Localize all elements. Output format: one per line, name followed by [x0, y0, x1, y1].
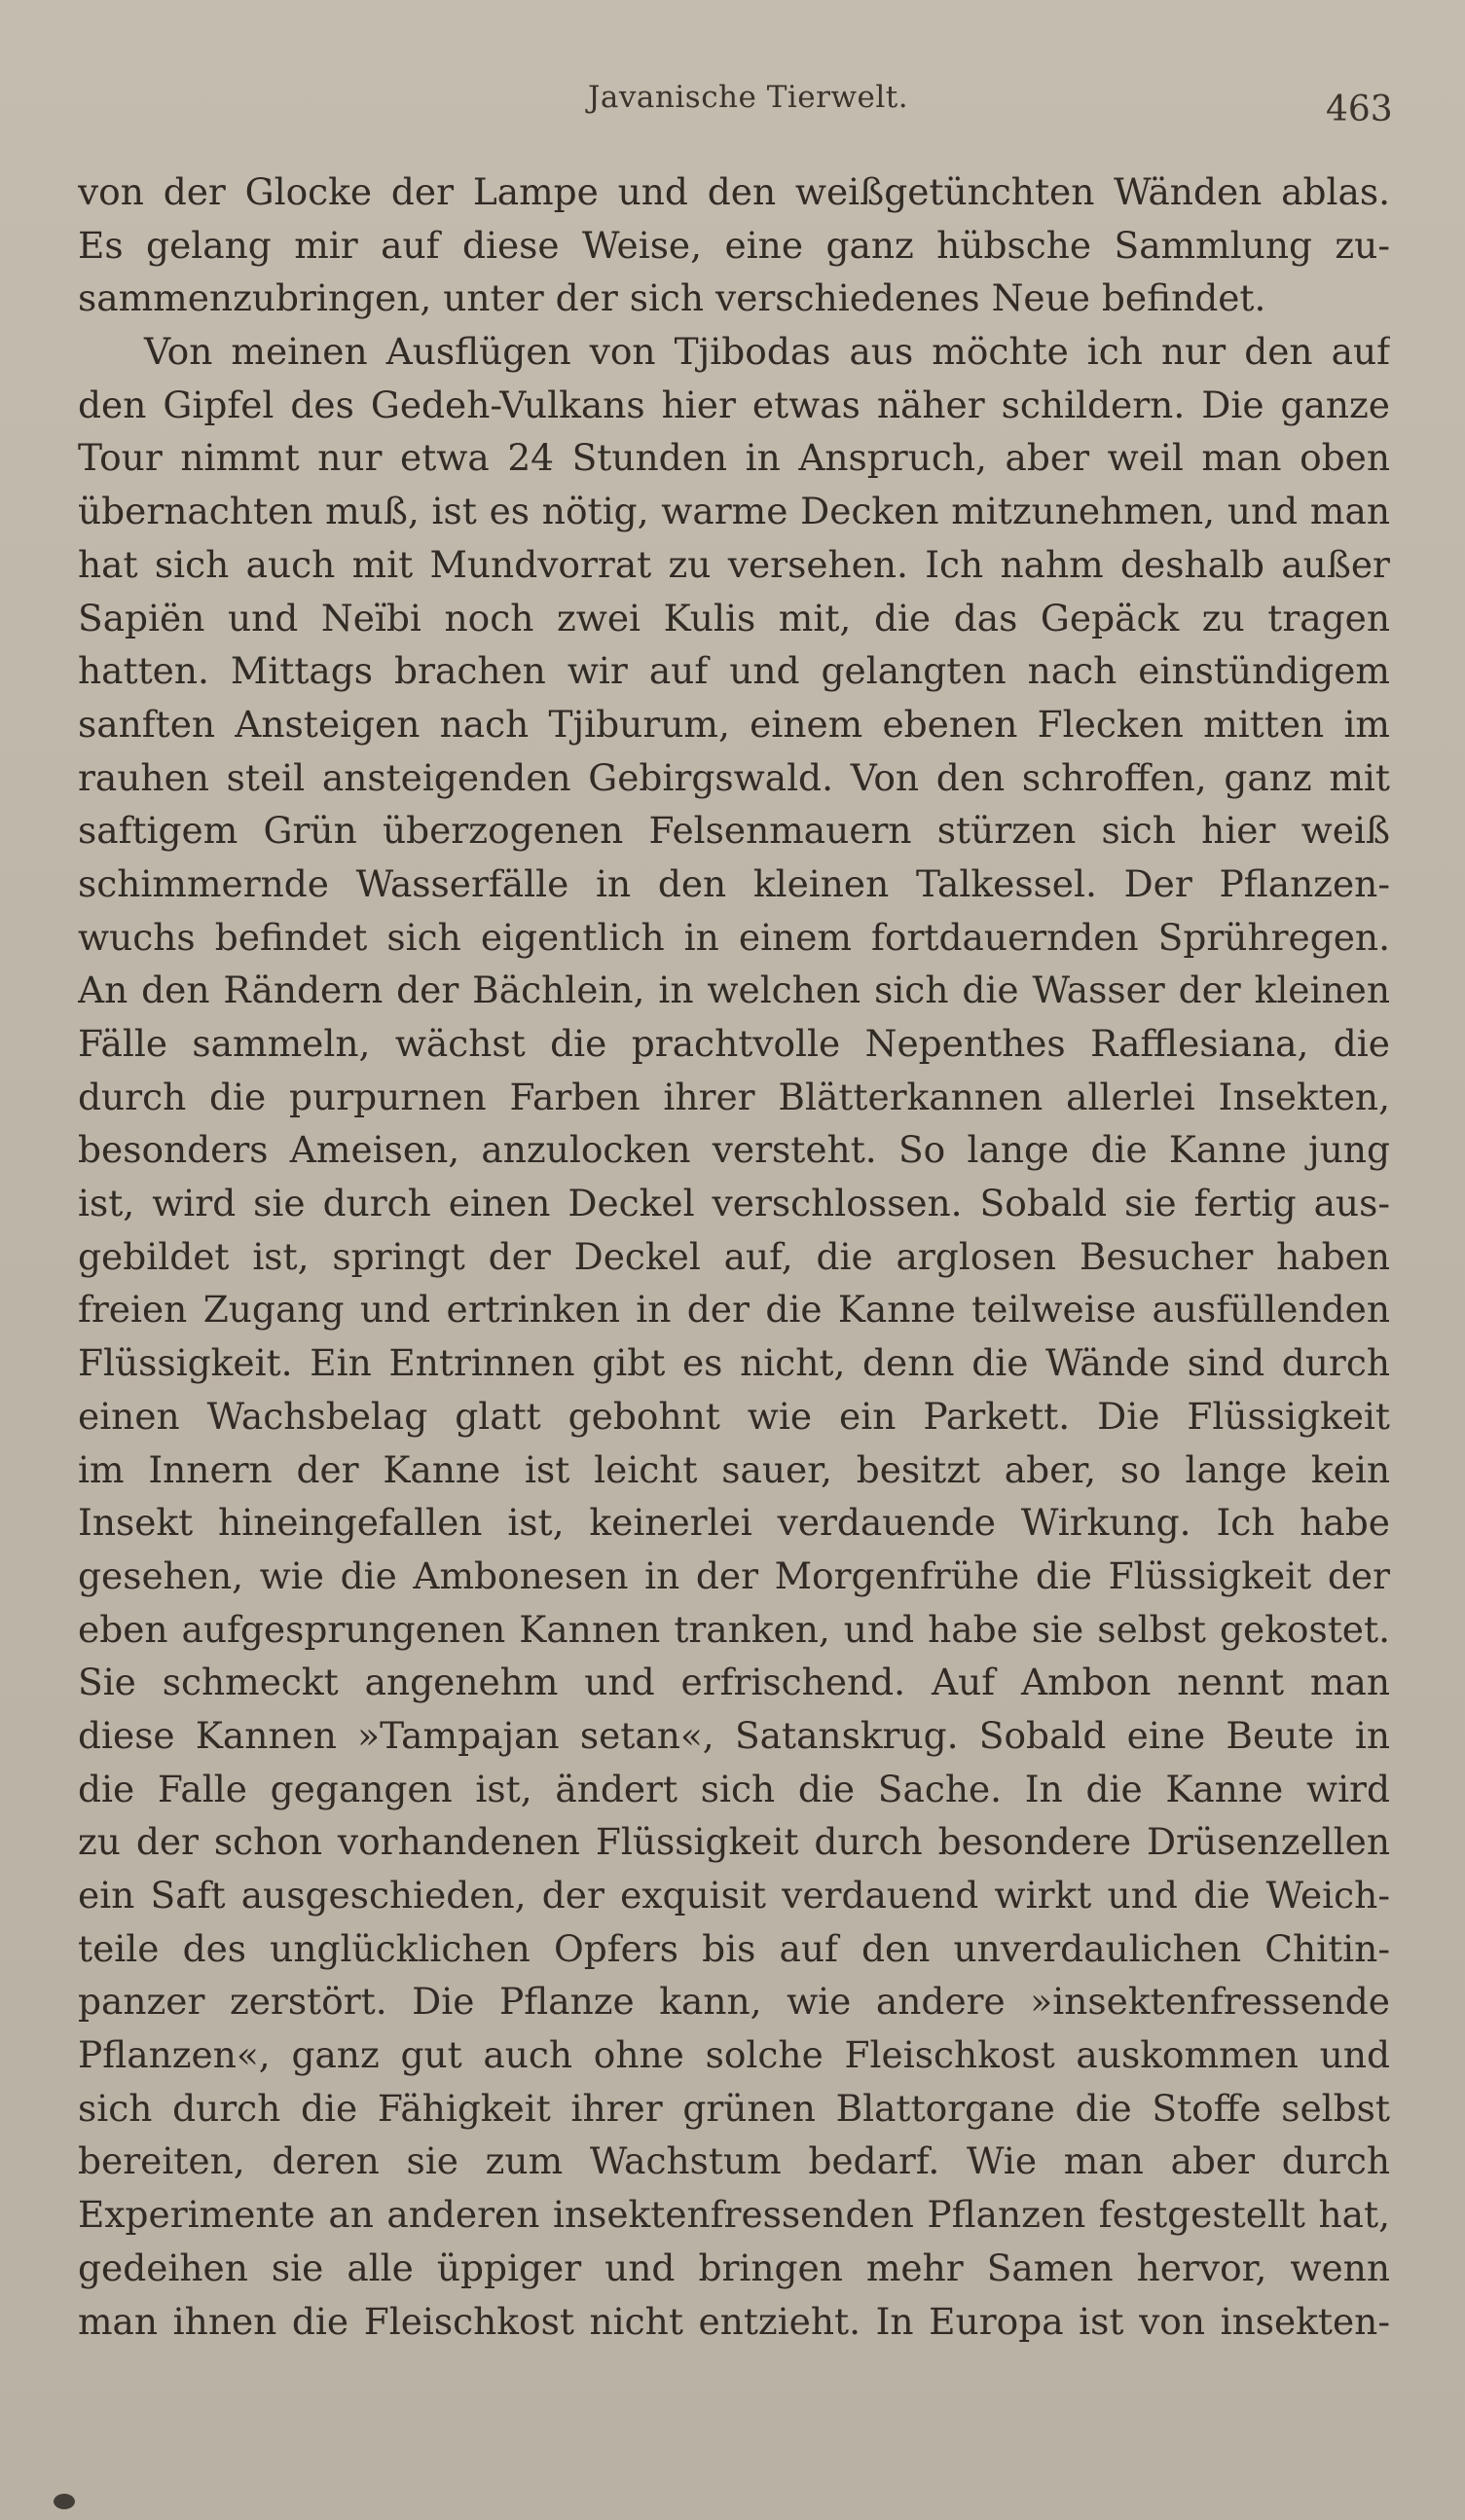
- text-line: gesehen, wie die Ambonesen in der Morgenfrühe die Flüssigkeit der: [78, 1553, 1390, 1597]
- text-line: einen Wachsbelag glatt gebohnt wie ein Parkett. Die Flüssigkeit: [78, 1394, 1390, 1438]
- text-line: zu der schon vorhandenen Flüssigkeit durch besondere Drüsenzellen: [78, 1820, 1390, 1864]
- text-line: ein Saft ausgeschieden, der exquisit verdauend wirkt und die Weich-: [78, 1874, 1390, 1917]
- text-line: saftigem Grün überzogenen Felsenmauern stürzen sich hier weiß: [78, 809, 1390, 853]
- text-line: schimmernde Wasserfälle in den kleinen Talkessel. Der Pflanzen-: [78, 861, 1390, 905]
- text-line: Insekt hineingefallen ist, keinerlei verdauende Wirkung. Ich habe: [78, 1501, 1390, 1545]
- text-line: von der Glocke der Lampe und den weißgetünchten Wänden ablas.: [78, 170, 1390, 213]
- text-line: hat sich auch mit Mundvorrat zu versehen. Ich nahm deshalb außer: [78, 542, 1390, 586]
- text-line: im Innern der Kanne ist leicht sauer, besitzt aber, so lange kein: [78, 1447, 1390, 1491]
- text-line: Experimente an anderen insektenfressenden Pflanzen festgestellt hat,: [78, 2193, 1390, 2237]
- text-line: Fälle sammeln, wächst die prachtvolle Nepenthes Rafflesiana, die: [78, 1022, 1390, 1065]
- text-line: gedeihen sie alle üppiger und bringen mehr Samen hervor, wenn: [78, 2246, 1390, 2289]
- page-number: 463: [1326, 90, 1393, 129]
- text-line: freien Zugang und ertrinken in der die Kanne teilweise ausfüllenden: [78, 1288, 1390, 1332]
- text-line: diese Kannen »Tampajan setan«, Satanskrug. Sobald eine Beute in: [78, 1713, 1390, 1757]
- text-line: besonders Ameisen, anzulocken versteht. So lange die Kanne jung: [78, 1128, 1390, 1172]
- text-line: eben aufgesprungenen Kannen tranken, und habe sie selbst gekostet.: [78, 1607, 1390, 1651]
- text-line: übernachten muß, ist es nötig, warme Decken mitzunehmen, und man: [78, 490, 1390, 533]
- text-line: rauhen steil ansteigenden Gebirgswald. Von den schroffen, ganz mit: [78, 755, 1390, 799]
- text-line: Tour nimmt nur etwa 24 Stunden in Anspruch, aber weil man oben: [78, 436, 1390, 480]
- text-line: ist, wird sie durch einen Deckel verschlossen. Sobald sie fertig aus-: [78, 1182, 1390, 1225]
- text-line: Sapiën und Neïbi noch zwei Kulis mit, die das Gepäck zu tragen: [78, 596, 1390, 639]
- text-line: Es gelang mir auf diese Weise, eine ganz hübsche Sammlung zu-: [78, 223, 1390, 267]
- text-line: panzer zerstört. Die Pflanze kann, wie andere »insektenfressende: [78, 1980, 1390, 2024]
- text-line: den Gipfel des Gedeh-Vulkans hier etwas näher schildern. Die ganze: [78, 383, 1390, 426]
- text-line: wuchs befindet sich eigentlich in einem fortdauernden Sprühregen.: [78, 915, 1390, 959]
- text-line: gebildet ist, springt der Deckel auf, die arglosen Besucher haben: [78, 1234, 1390, 1278]
- text-line: sich durch die Fähigkeit ihrer grünen Blattorgane die Stoffe selbst: [78, 2086, 1390, 2130]
- page-header: [0, 76, 1465, 129]
- text-line: die Falle gegangen ist, ändert sich die Sache. In die Kanne wird: [78, 1767, 1390, 1810]
- body-text: [78, 165, 1390, 2348]
- text-line: Flüssigkeit. Ein Entrinnen gibt es nicht, denn die Wände sind durch: [78, 1341, 1390, 1385]
- text-line: man ihnen die Fleischkost nicht entzieht. In Europa ist von insekten-: [78, 2299, 1390, 2343]
- ink-smudge: [54, 2494, 75, 2509]
- text-line: Pflanzen«, ganz gut auch ohne solche Fleischkost auskommen und: [78, 2033, 1390, 2077]
- text-line: Von meinen Ausflügen von Tjibodas aus möchte ich nur den auf: [144, 330, 1390, 374]
- text-line: durch die purpurnen Farben ihrer Blätterkannen allerlei Insekten,: [78, 1075, 1390, 1118]
- text-line: sanften Ansteigen nach Tjiburum, einem ebenen Flecken mitten im: [78, 702, 1390, 746]
- text-line: hatten. Mittags brachen wir auf und gelangten nach einstündigem: [78, 649, 1390, 693]
- text-line: sammenzubringen, unter der sich verschiedenes Neue befindet.: [78, 276, 1266, 320]
- text-line: bereiten, deren sie zum Wachstum bedarf. Wie man aber durch: [78, 2139, 1390, 2183]
- text-line: An den Rändern der Bächlein, in welchen sich die Wasser der kleinen: [78, 968, 1390, 1012]
- text-line: Sie schmeckt angenehm und erfrischend. Auf Ambon nennt man: [78, 1661, 1390, 1704]
- running-title: Javanische Tierwelt.: [588, 80, 909, 115]
- text-line: teile des unglücklichen Opfers bis auf den unverdaulichen Chitin-: [78, 1926, 1390, 1970]
